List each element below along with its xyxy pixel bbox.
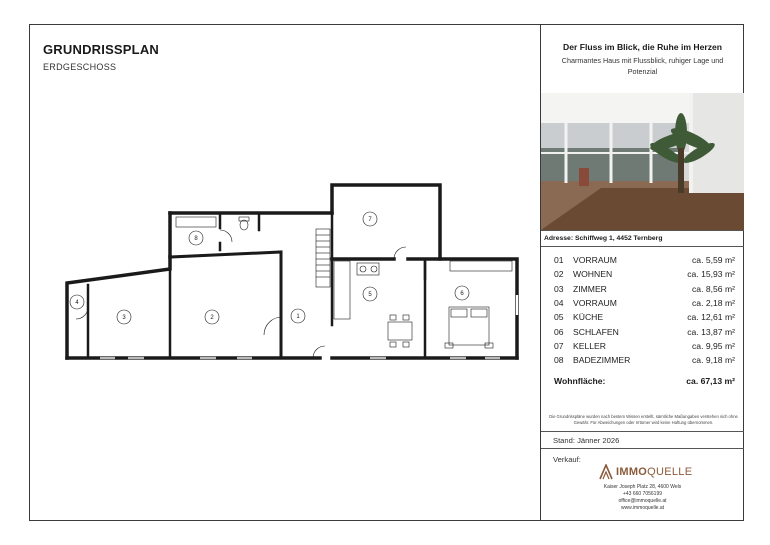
room-row: 03 ZIMMER ca. 8,56 m² <box>554 283 735 294</box>
wall-keller <box>332 185 440 259</box>
listing-tagline: Charmantes Haus mit Flussblick, ruhiger Lage und Potenzial <box>561 56 724 76</box>
verkauf-label: Verkauf: <box>553 455 581 464</box>
listing-headline: Der Fluss im Blick, die Ruhe im Herzen <box>562 42 723 52</box>
room-marker-4 <box>70 295 84 309</box>
room-marker-3 <box>117 310 131 324</box>
room-row: 05 KÜCHE ca. 12,61 m² <box>554 312 735 323</box>
contact-email[interactable]: office@immoquelle.at <box>618 498 667 505</box>
svg-text:5: 5 <box>368 292 372 298</box>
logo-mark-icon <box>599 464 613 480</box>
contact-website[interactable]: www.immoquelle.at <box>620 505 665 512</box>
stand-date: Stand: Jänner 2026 <box>541 431 744 449</box>
svg-text:2: 2 <box>210 315 214 321</box>
wall-left-outer <box>67 257 170 358</box>
room-list <box>554 253 735 367</box>
info-panel <box>540 25 743 520</box>
property-photo <box>541 93 744 230</box>
room-marker-5 <box>363 287 377 301</box>
room-row: 02 WOHNEN ca. 15,93 m² <box>554 269 735 280</box>
wall-interior-1 <box>170 252 281 358</box>
room-marker-8 <box>189 231 203 245</box>
room-row: 06 SCHLAFEN ca. 13,87 m² <box>554 326 735 337</box>
room-row: 01 VORRAUM ca. 5,59 m² <box>554 255 735 266</box>
property-address: Adresse: Schiffweg 1, 4452 Ternberg <box>541 230 744 247</box>
floorplan-sheet <box>29 24 744 521</box>
total-label: Wohnfläche: <box>554 376 606 386</box>
contact-address: Kaiser Joseph Platz 28, 4600 Wels <box>603 484 682 490</box>
svg-text:1: 1 <box>296 314 300 320</box>
svg-text:8: 8 <box>194 236 198 242</box>
contact-block <box>541 484 744 512</box>
total-living-area <box>554 376 735 386</box>
immoquelle-logo: IMMOQUELLE <box>599 464 692 480</box>
room-row: 04 VORRAUM ca. 2,18 m² <box>554 298 735 309</box>
svg-text:6: 6 <box>460 291 464 297</box>
total-value: ca. 67,13 m² <box>686 376 735 386</box>
contact-phone[interactable]: +43 660 7056199 <box>622 491 663 498</box>
room-marker-2 <box>205 310 219 324</box>
svg-text:3: 3 <box>122 315 126 321</box>
svg-text:7: 7 <box>368 217 372 223</box>
room-row: 07 KELLER ca. 9,95 m² <box>554 340 735 351</box>
room-marker-7 <box>363 212 377 226</box>
disclaimer: Die Grundrisspläne wurden nach bestem Wissen erstellt, sämtliche Maßangaben verstehen sich ohne Gewähr. Für Abweichungen oder Irrtümer wird keine Haftung übernommen. <box>549 414 738 425</box>
room-marker-6 <box>455 286 469 300</box>
room-row: 08 BADEZIMMER ca. 9,18 m² <box>554 355 735 366</box>
room-marker-1 <box>291 309 305 323</box>
plan-subtitle: ERDGESCHOSS <box>43 62 117 72</box>
plan-title: GRUNDRISSPLAN <box>43 42 159 57</box>
floor-plan-drawing <box>30 25 540 520</box>
svg-text:4: 4 <box>75 300 79 306</box>
plan-area <box>30 25 540 520</box>
